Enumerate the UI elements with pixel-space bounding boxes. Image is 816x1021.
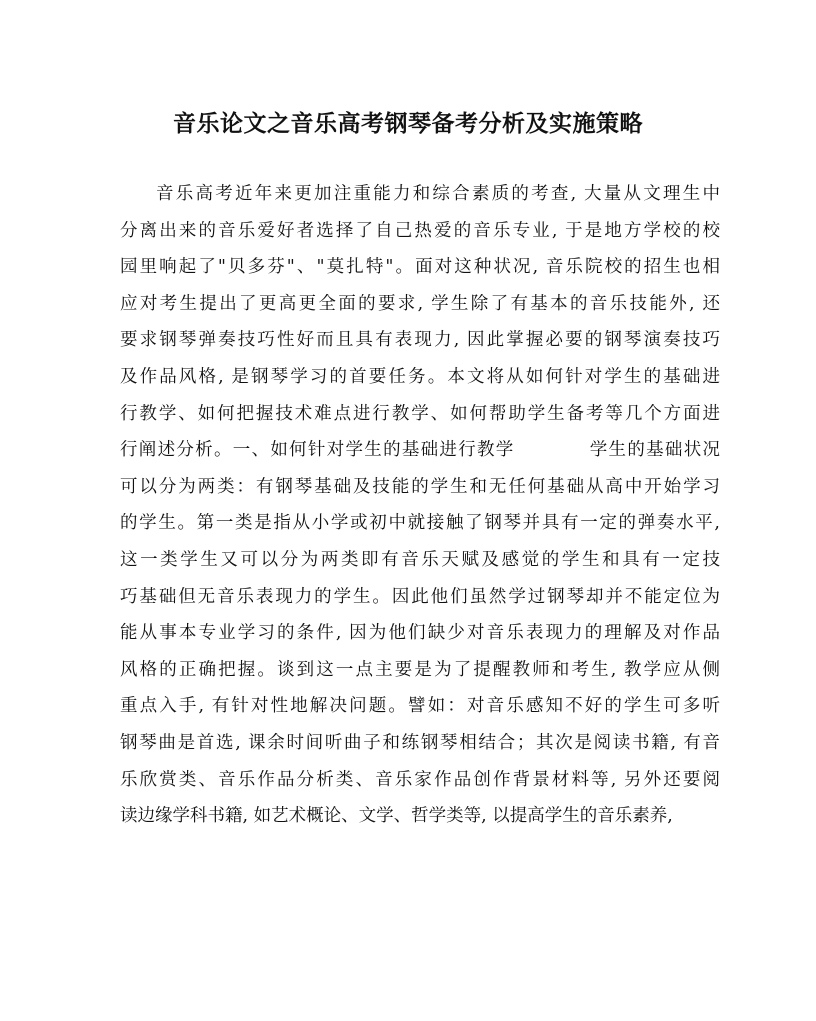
document-title: 音乐论文之音乐高考钢琴备考分析及实施策略 (173, 110, 643, 137)
text-line: 分离出来的音乐爱好者选择了自己热爱的音乐专业, 于是地方学校的校 (120, 220, 720, 241)
body-paragraph (120, 176, 720, 835)
text-line: 巧基础但无音乐表现力的学生。因此他们虽然学过钢琴却并不能定位为 (120, 586, 720, 607)
text-line: 音乐高考近年来更加注重能力和综合素质的考查, 大量从文理生中 (156, 184, 720, 204)
text-line: 的学生。第一类是指从小学或初中就接触了钢琴并具有一定的弹奏水平, (120, 513, 720, 534)
text-line: 钢琴曲是首选, 课余时间听曲子和练钢琴相结合；其次是阅读书籍, 有音 (120, 732, 720, 753)
text-line: 及作品风格, 是钢琴学习的首要任务。本文将从如何针对学生的基础进 (120, 366, 720, 387)
text-line: 应对考生提出了更高更全面的要求, 学生除了有基本的音乐技能外, 还 (120, 293, 720, 314)
text-line: 园里响起了"贝多芬"、"莫扎特"。面对这种状况, 音乐院校的招生也相 (120, 257, 720, 278)
text-line: 要求钢琴弹奏技巧性好而且具有表现力, 因此掌握必要的钢琴演奏技巧 (120, 330, 720, 351)
text-line: 重点入手, 有针对性地解决问题。譬如：对音乐感知不好的学生可多听 (120, 696, 720, 717)
text-line: 行教学、如何把握技术难点进行教学、如何帮助学生备考等几个方面进 (120, 403, 720, 424)
text-line: 乐欣赏类、音乐作品分析类、音乐家作品创作背景材料等, 另外还要阅 (120, 769, 720, 790)
text-line: 可以分为两类：有钢琴基础及技能的学生和无任何基础从高中开始学习 (120, 476, 720, 497)
text-line: 能从事本专业学习的条件, 因为他们缺少对音乐表现力的理解及对作品 (120, 623, 720, 644)
text-line: 风格的正确把握。谈到这一点主要是为了提醒教师和考生, 教学应从侧 (120, 659, 720, 680)
text-line: 读边缘学科书籍, 如艺术概论、文学、哲学类等, 以提高学生的音乐素养, (120, 806, 673, 827)
text-line: 这一类学生又可以分为两类即有音乐天赋及感觉的学生和具有一定技 (120, 549, 720, 570)
text-line: 行阐述分析。一、如何针对学生的基础进行教学 学生的基础状况 (120, 440, 720, 461)
